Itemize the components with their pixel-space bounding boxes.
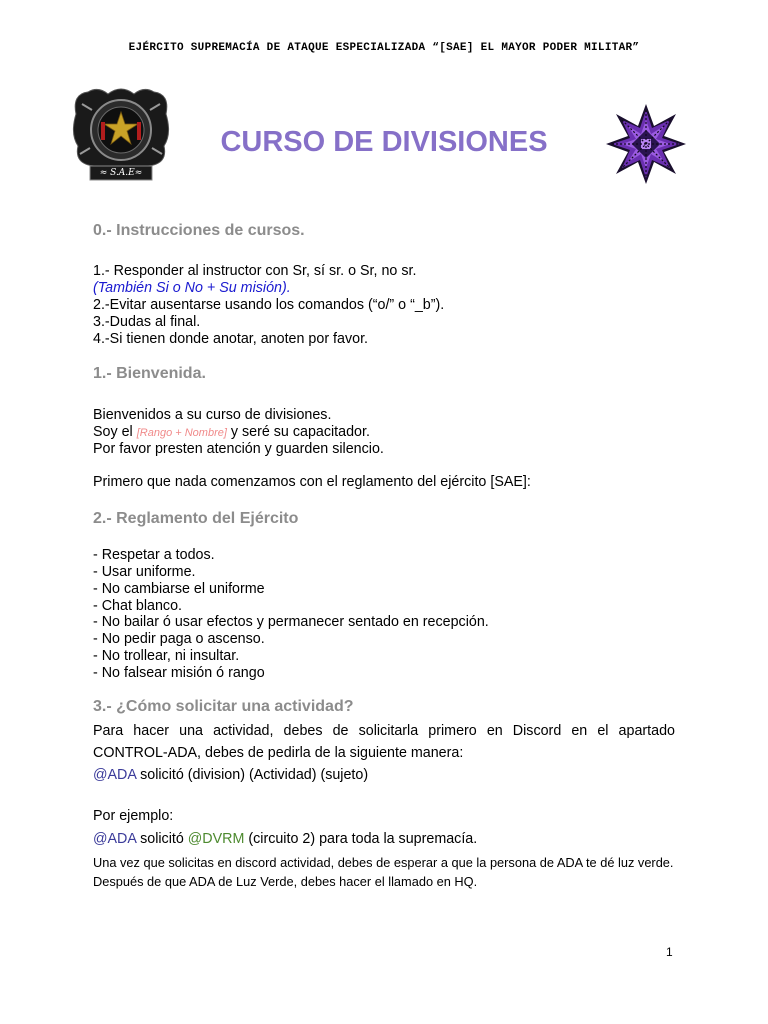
page-title: CURSO DE DIVISIONES [220,126,548,158]
section-1-heading: 1.- Bienvenida. [93,365,206,382]
crest-caption: ≈ S.A.E≈ [99,168,143,178]
document-header: EJÉRCITO SUPREMACÍA DE ATAQUE ESPECIALIZADA “[SAE] EL MAYOR PODER MILITAR” [128,42,640,54]
rule-item: - No bailar ó usar efectos y permanecer sentado en recepción. [93,614,489,630]
page-number: 1 [666,945,673,959]
rule-item: - No falsear misión ó rango [93,665,265,681]
rank-name-placeholder: [Rango + Nombre] [136,427,227,439]
rule-item: - Usar uniforme. [93,564,196,580]
dvrm-mention[interactable]: @DVRM [187,831,245,847]
ada-mention[interactable]: @ADA [93,767,137,783]
rule-item: - Respetar a todos. [93,547,215,563]
instruction-1: 1.- Responder al instructor con Sr, sí sr. o Sr, no sr. [93,263,417,279]
instruction-3: 3.-Dudas al final. [93,314,201,330]
example-solicito: solicitó [136,831,188,847]
section-2-heading: 2.- Reglamento del Ejército [93,510,299,527]
activity-paragraph: Para hacer una actividad, debes de solicitarla primero en Discord en el apartado CONTROL-ADA, debes de pedirla de la siguiente manera: [93,723,675,761]
ada-mention[interactable]: @ADA [93,831,137,847]
example-request [93,831,477,848]
rule-item: - No pedir paga o ascenso. [93,631,265,647]
example-rest: (circuito 2) para toda la supremacía. [244,831,478,847]
rule-item: - No cambiarse el uniforme [93,581,265,597]
request-format-text: solicitó (division) (Actividad) (sujeto) [136,767,369,783]
section-3-heading: 3.- ¿Cómo solicitar una actividad? [93,698,354,715]
welcome-line-2 [93,424,370,442]
purple-star-emblem [606,104,686,184]
welcome-line-1: Bienvenidos a su curso de divisiones. [93,407,332,423]
rule-item: - Chat blanco. [93,598,183,614]
welcome-capacitador: y seré su capacitador. [226,424,370,440]
instruction-1-note: (También Si o No + Su misión). [93,280,291,296]
green-light-paragraph: Una vez que solicitas en discord actividad, debes de esperar a que la persona de ADA te dé luz verde. Después de que ADA de Luz Verde, debes hacer el llamado en HQ. [93,855,674,889]
welcome-line-4: Primero que nada comenzamos con el reglamento del ejército [SAE]: [93,474,531,490]
rule-item: - No trollear, ni insultar. [93,648,240,664]
welcome-soy-el: Soy el [93,424,137,440]
instruction-2: 2.-Evitar ausentarse usando los comandos (“o/” o “_b”). [93,297,445,313]
example-label: Por ejemplo: [93,808,174,824]
request-format [93,767,368,784]
section-0-heading: 0.- Instrucciones de cursos. [93,222,305,239]
welcome-line-3: Por favor presten atención y guarden silencio. [93,441,384,457]
instruction-4: 4.-Si tienen donde anotar, anoten por favor. [93,331,369,347]
